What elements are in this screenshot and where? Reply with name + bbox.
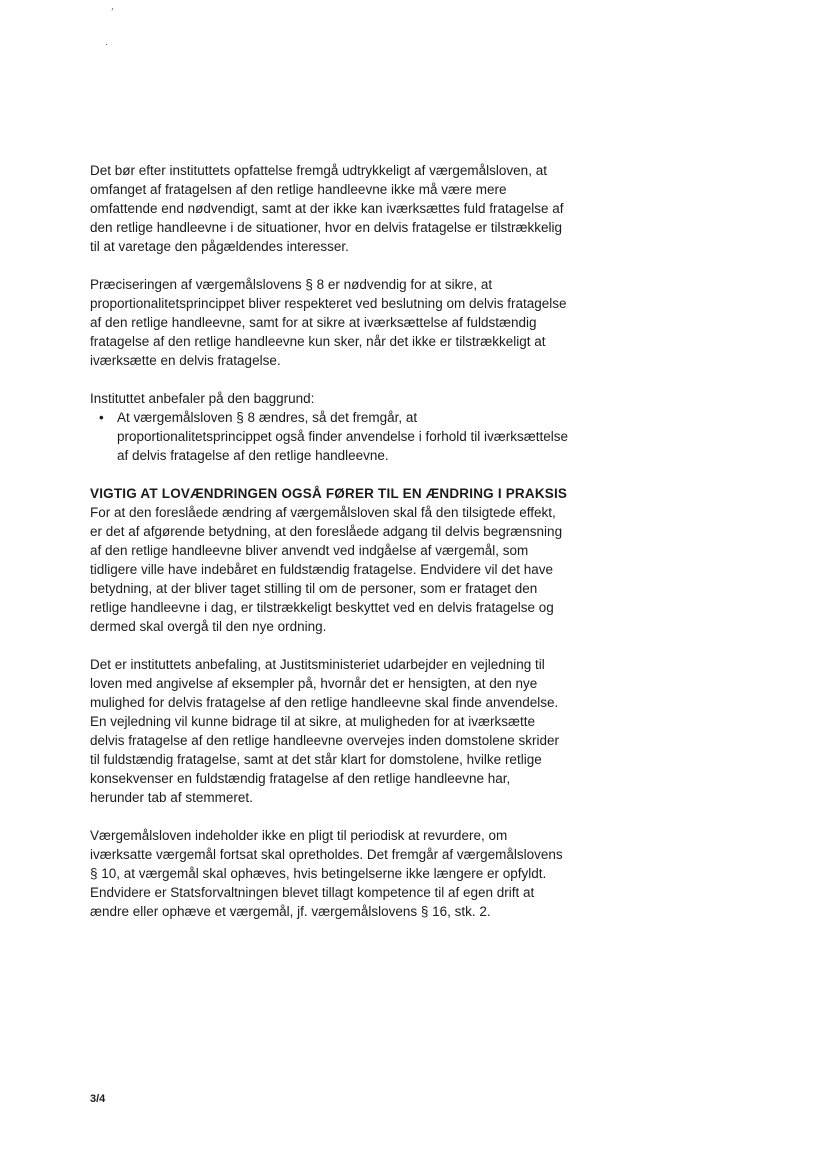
scan-artifact-mark: ’	[108, 6, 115, 19]
section-heading-lovaendring-praksis: VIGTIG AT LOVÆNDRINGEN OGSÅ FØRER TIL EN ÆNDRING I PRAKSIS	[90, 486, 568, 501]
scan-artifact-dot: ·	[105, 39, 109, 50]
paragraph-praecisering-paragraf-8: Præciseringen af værgemålslovens § 8 er nødvendig for at sikre, at proportionalitetsprincippet bliver respekteret ved beslutning om delvis fratagelse af den retlige handleevne, samt for at sikre at iværksættelse af fuldstændig fratagelse af den retlige handleevne kun sker, når det ikke er tilstrækkeligt at iværksætte en delvis fratagelse.	[90, 277, 567, 368]
bullet-icon: •	[99, 410, 104, 425]
paragraph-foreslaaede-aendring: For at den foreslåede ændring af værgemålsloven skal få den tilsigtede effekt, er det af afgørende betydning, at den foreslåede adgang til delvis begrænsning af den retlige handleevne bliver anvendt ved indgåelse af værgemål, som tidligere ville have indebåret en fuldstændig fratagelse. Endvidere vil det have betydning, at der bliver taget stilling til om de personer, som er frataget den retlige handleevne i dag, er tilstrækkeligt beskyttet ved en delvis fratagelse og dermed skal overgå til den nye ordning.	[90, 505, 563, 634]
recommendation-bullet-text: At værgemålsloven § 8 ændres, så det fremgår, at proportionalitetsprincippet også finder anvendelse i forhold til iværksættelse af delvis fratagelse af den retlige handleevne.	[117, 410, 568, 463]
paragraph-periodisk-revurdering: Værgemålsloven indeholder ikke en pligt til periodisk at revurdere, om iværksatte værgemål fortsat skal opretholdes. Det fremgår af værgemålslovens § 10, at værgemål skal ophæves, hvis betingelserne ikke længere er opfyldt. Endvidere er Statsforvaltningen blevet tillagt kompetence til af egen drift at ændre eller ophæve et værgemål, jf. værgemålslovens § 16, stk. 2.	[90, 828, 563, 919]
page-number: 3/4	[90, 1093, 106, 1105]
document-body	[90, 161, 568, 940]
recommendation-intro: Instituttet anbefaler på den baggrund:	[90, 391, 315, 406]
paragraph-fratagelse-omfang: Det bør efter instituttets opfattelse fremgå udtrykkeligt af værgemålsloven, at omfanget af fratagelsen af den retlige handleevne ikke må være mere omfattende end nødvendigt, samt at der ikke kan iværksættes fuld fratagelse af den retlige handleevne i de situationer, hvor en delvis fratagelse er tilstrækkelig til at varetage den pågældendes interesser.	[90, 163, 564, 254]
paragraph-vejledning-anbefaling: Det er instituttets anbefaling, at Justitsministeriet udarbejder en vejledning til loven med angivelse af eksempler på, hvornår det er hensigten, at den nye mulighed for delvis fratagelse af den retlige handleevne skal finde anvendelse. En vejledning vil kunne bidrage til at sikre, at muligheden for at iværksætte delvis fratagelse af den retlige handleevne overvejes inden domstolene skrider til fuldstændig fratagelse, samt at det står klart for domstolene, hvilke retlige konsekvenser en fuldstændig fratagelse af den retlige handleevne har, herunder tab af stemmeret.	[90, 657, 560, 805]
recommendation-bullet-item	[90, 408, 568, 465]
